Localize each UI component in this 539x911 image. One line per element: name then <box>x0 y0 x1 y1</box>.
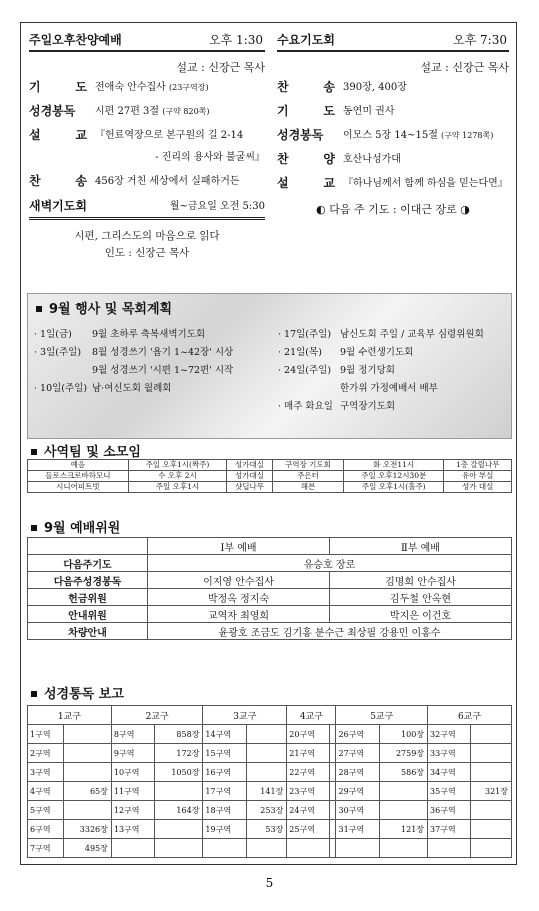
table-row: 예음 주일 오후1시(짝주) 성가대실 구역장 기도회 화 오전11시 1층 갈릴나무 <box>28 460 512 471</box>
chapters-cell: 858장 <box>155 725 203 744</box>
district-cell: 10구역 <box>111 763 154 782</box>
afternoon-sermon-row <box>29 129 265 164</box>
chapters-cell <box>471 763 512 782</box>
row-key: 설 교 <box>277 176 335 190</box>
chapters-cell <box>379 839 427 858</box>
district-cell: 22구역 <box>287 763 330 782</box>
chapters-cell <box>63 801 111 820</box>
row-key: 찬 양 <box>277 152 335 166</box>
table-row: 차량안내 윤광호 조금도 김기홍 분수근 최상필 강용민 이홍수 <box>28 623 512 640</box>
district-cell: 21구역 <box>287 744 330 763</box>
bulletin-page <box>20 22 517 865</box>
event-item: · 10일(주일) 남·여신도회 월례회 <box>34 383 172 394</box>
chapters-cell <box>379 782 427 801</box>
district-cell: 31구역 <box>336 820 379 839</box>
chapters-cell <box>471 744 512 763</box>
wednesday-sermon-row <box>277 177 509 190</box>
reading-heading: 성경통독 보고 <box>27 683 512 702</box>
next-week-prayer: ◐ 다음 주 기도 : 이대근 장로 ◑ <box>316 203 470 216</box>
bullet-square-icon <box>36 306 42 312</box>
chapters-cell: 1050장 <box>155 763 203 782</box>
district-cell: 7구역 <box>28 839 64 858</box>
event-item: · 매주 화요일 구역장기도회 <box>278 401 396 412</box>
table-row <box>28 725 512 744</box>
event-item: · 1일(금) 9월 초하루 축복새벽기도회 <box>34 329 206 340</box>
row-key: 찬 송 <box>277 80 335 94</box>
events-heading: 9월 행사 및 목회계획 <box>28 294 511 317</box>
chapters-cell: 53장 <box>246 820 287 839</box>
chapters-cell <box>379 801 427 820</box>
chapters-cell <box>471 801 512 820</box>
district-cell: 17구역 <box>203 782 246 801</box>
afternoon-reading-row <box>29 105 265 118</box>
bullet-square-icon <box>31 691 37 697</box>
district-cell: 6구역 <box>28 820 64 839</box>
dawn-title: 새벽기도회 <box>29 199 87 213</box>
row-key: 기 도 <box>29 80 87 94</box>
afternoon-title: 주일오후찬양예배 <box>29 33 122 47</box>
wednesday-time: 오후 7:30 <box>453 33 507 47</box>
row-value: 『하나님께서 함께 하심을 믿는다면』 <box>343 178 508 189</box>
table-row <box>28 839 512 858</box>
district-cell <box>287 839 330 858</box>
chapters-cell: 65장 <box>63 782 111 801</box>
reading-report-table <box>27 705 512 858</box>
chapters-cell <box>63 725 111 744</box>
chapters-cell <box>246 744 287 763</box>
table-header-row: 1교구 2교구 3교구 4교구 5교구 6교구 <box>28 706 512 725</box>
table-row: 시니어피트빗 주일 오후1시 샷딥나무 해븐 주일 오후1시(홀주) 성가 대실 <box>28 482 512 493</box>
table-row <box>28 744 512 763</box>
page-number: 5 <box>265 876 274 890</box>
district-cell: 11구역 <box>111 782 154 801</box>
district-cell: 2구역 <box>28 744 64 763</box>
event-item: 한가위 가정예배서 배부 <box>340 383 438 394</box>
chapters-cell <box>155 782 203 801</box>
events-left-list <box>34 328 266 400</box>
chapters-cell: 253장 <box>246 801 287 820</box>
event-item: · 17일(주일) 남신도회 주일 / 교육부 심령위원회 <box>278 329 484 340</box>
district-cell: 36구역 <box>428 801 471 820</box>
row-value: 전애숙 안수집사 (23구역장) <box>95 82 209 93</box>
chapters-cell <box>471 725 512 744</box>
district-cell: 12구역 <box>111 801 154 820</box>
district-cell <box>336 839 379 858</box>
district-cell: 5구역 <box>28 801 64 820</box>
district-cell: 1구역 <box>28 725 64 744</box>
table-row <box>28 801 512 820</box>
district-cell <box>111 839 154 858</box>
table-row: Ⅰ부 예배 Ⅱ부 예배 <box>28 538 512 555</box>
chapters-cell: 121장 <box>379 820 427 839</box>
chapters-cell: 321장 <box>471 782 512 801</box>
district-cell: 25구역 <box>287 820 330 839</box>
district-cell: 37구역 <box>428 820 471 839</box>
chapters-cell <box>155 839 203 858</box>
chapters-cell <box>471 820 512 839</box>
afternoon-service <box>29 31 265 262</box>
bible-reading-leader: 인도 : 신장근 목사 <box>104 247 190 259</box>
row-value: 시편 27편 3절 (구약 820쪽) <box>95 106 210 117</box>
district-cell: 19구역 <box>203 820 246 839</box>
table-row: 들로스크로바하모니 수 오후 2시 성가대실 주은터 주일 오후12시30분 유아 부실 <box>28 471 512 482</box>
chapters-cell <box>246 763 287 782</box>
dawn-time: 월~금요일 오전 5:30 <box>169 201 265 212</box>
wednesday-prayer-row <box>277 105 509 118</box>
wednesday-choir-row <box>277 153 509 166</box>
dawn-prayer-bar <box>29 197 265 220</box>
chapters-cell: 3326장 <box>63 820 111 839</box>
table-row: 안내위원 교역자 최영희 박지은 이건호 <box>28 606 512 623</box>
chapters-cell: 586장 <box>379 763 427 782</box>
district-cell <box>203 839 246 858</box>
bullet-square-icon <box>31 525 37 531</box>
district-cell: 14구역 <box>203 725 246 744</box>
afternoon-hymn-row <box>29 175 265 188</box>
row-key: 찬 송 <box>29 174 87 188</box>
row-value: 456장 거친 세상에서 실패하거든 <box>95 176 240 187</box>
district-cell: 33구역 <box>428 744 471 763</box>
district-cell: 27구역 <box>336 744 379 763</box>
district-cell: 23구역 <box>287 782 330 801</box>
district-cell: 20구역 <box>287 725 330 744</box>
chapters-cell: 2759장 <box>379 744 427 763</box>
district-cell: 15구역 <box>203 744 246 763</box>
district-cell: 32구역 <box>428 725 471 744</box>
table-row <box>28 763 512 782</box>
row-value: 이모스 5장 14~15절 (구약 1278쪽) <box>343 130 494 141</box>
district-cell: 26구역 <box>336 725 379 744</box>
afternoon-title-bar <box>29 31 265 52</box>
chapters-cell: 100장 <box>379 725 427 744</box>
row-key: 성경봉독 <box>29 104 76 118</box>
wednesday-hymn-row <box>277 81 509 94</box>
wednesday-title-bar <box>277 31 509 52</box>
event-item: · 24일(주일) 9월 정기당회 <box>278 365 395 376</box>
table-row: 헌금위원 박정옥 정지숙 김두철 안옥현 <box>28 589 512 606</box>
district-cell: 13구역 <box>111 820 154 839</box>
ushers-heading: 9월 예배위원 <box>27 517 512 536</box>
table-row: 다음주성경봉독 이지영 안수집사 김명희 안수집사 <box>28 572 512 589</box>
district-cell: 8구역 <box>111 725 154 744</box>
wednesday-title: 수요기도회 <box>277 33 335 47</box>
chapters-cell: 164장 <box>155 801 203 820</box>
row-key: 설 교 <box>29 128 87 142</box>
afternoon-time: 오후 1:30 <box>209 33 263 47</box>
afternoon-prayer-row <box>29 81 265 94</box>
wednesday-service <box>277 31 509 217</box>
chapters-cell <box>63 763 111 782</box>
district-cell: 30구역 <box>336 801 379 820</box>
row-key: 기 도 <box>277 104 335 118</box>
district-cell: 4구역 <box>28 782 64 801</box>
district-cell: 3구역 <box>28 763 64 782</box>
event-item: 9월 성경쓰기 '시편 1~72편' 시작 <box>92 365 234 376</box>
district-cell: 29구역 <box>336 782 379 801</box>
table-row: 다음주기도 유승호 장로 <box>28 555 512 572</box>
district-cell <box>428 839 471 858</box>
bullet-square-icon <box>31 449 37 455</box>
events-right-list <box>278 328 510 418</box>
row-value: 호산나성가대 <box>343 154 401 165</box>
chapters-cell <box>471 839 512 858</box>
afternoon-preacher: 설교 : 신장근 목사 <box>176 61 265 74</box>
district-cell: 34구역 <box>428 763 471 782</box>
event-item: · 21일(목) 9월 수련생기도회 <box>278 347 414 358</box>
events-box <box>27 293 512 439</box>
chapters-cell <box>246 725 287 744</box>
event-item: · 3일(주일) 8월 성경쓰기 '욥기 1~42장' 시상 <box>34 347 234 358</box>
chapters-cell <box>246 839 287 858</box>
ministry-table <box>27 459 512 493</box>
row-value: 390장, 400장 <box>343 82 407 93</box>
table-row <box>28 820 512 839</box>
row-key: 성경봉독 <box>277 128 324 142</box>
district-cell: 16구역 <box>203 763 246 782</box>
chapters-cell <box>63 744 111 763</box>
table-row <box>28 782 512 801</box>
ushers-table <box>27 537 512 640</box>
row-value: 『헌료역장으로 본구원의 길 2-14 - 진리의 용사와 불굴씨』 <box>95 130 265 163</box>
chapters-cell: 141장 <box>246 782 287 801</box>
district-cell: 28구역 <box>336 763 379 782</box>
district-cell: 24구역 <box>287 801 330 820</box>
bible-reading-title: 시편, 그리스도의 마음으로 읽다 <box>74 230 220 242</box>
row-value: 동연미 권사 <box>343 106 395 117</box>
chapters-cell <box>155 820 203 839</box>
district-cell: 18구역 <box>203 801 246 820</box>
chapters-cell: 172장 <box>155 744 203 763</box>
wednesday-preacher: 설교 : 신장근 목사 <box>420 61 509 74</box>
wednesday-reading-row <box>277 129 509 142</box>
bible-reading-class <box>29 228 265 262</box>
ministry-heading: 사역팀 및 소모임 <box>27 441 512 460</box>
district-cell: 9구역 <box>111 744 154 763</box>
district-cell: 35구역 <box>428 782 471 801</box>
chapters-cell: 495장 <box>63 839 111 858</box>
